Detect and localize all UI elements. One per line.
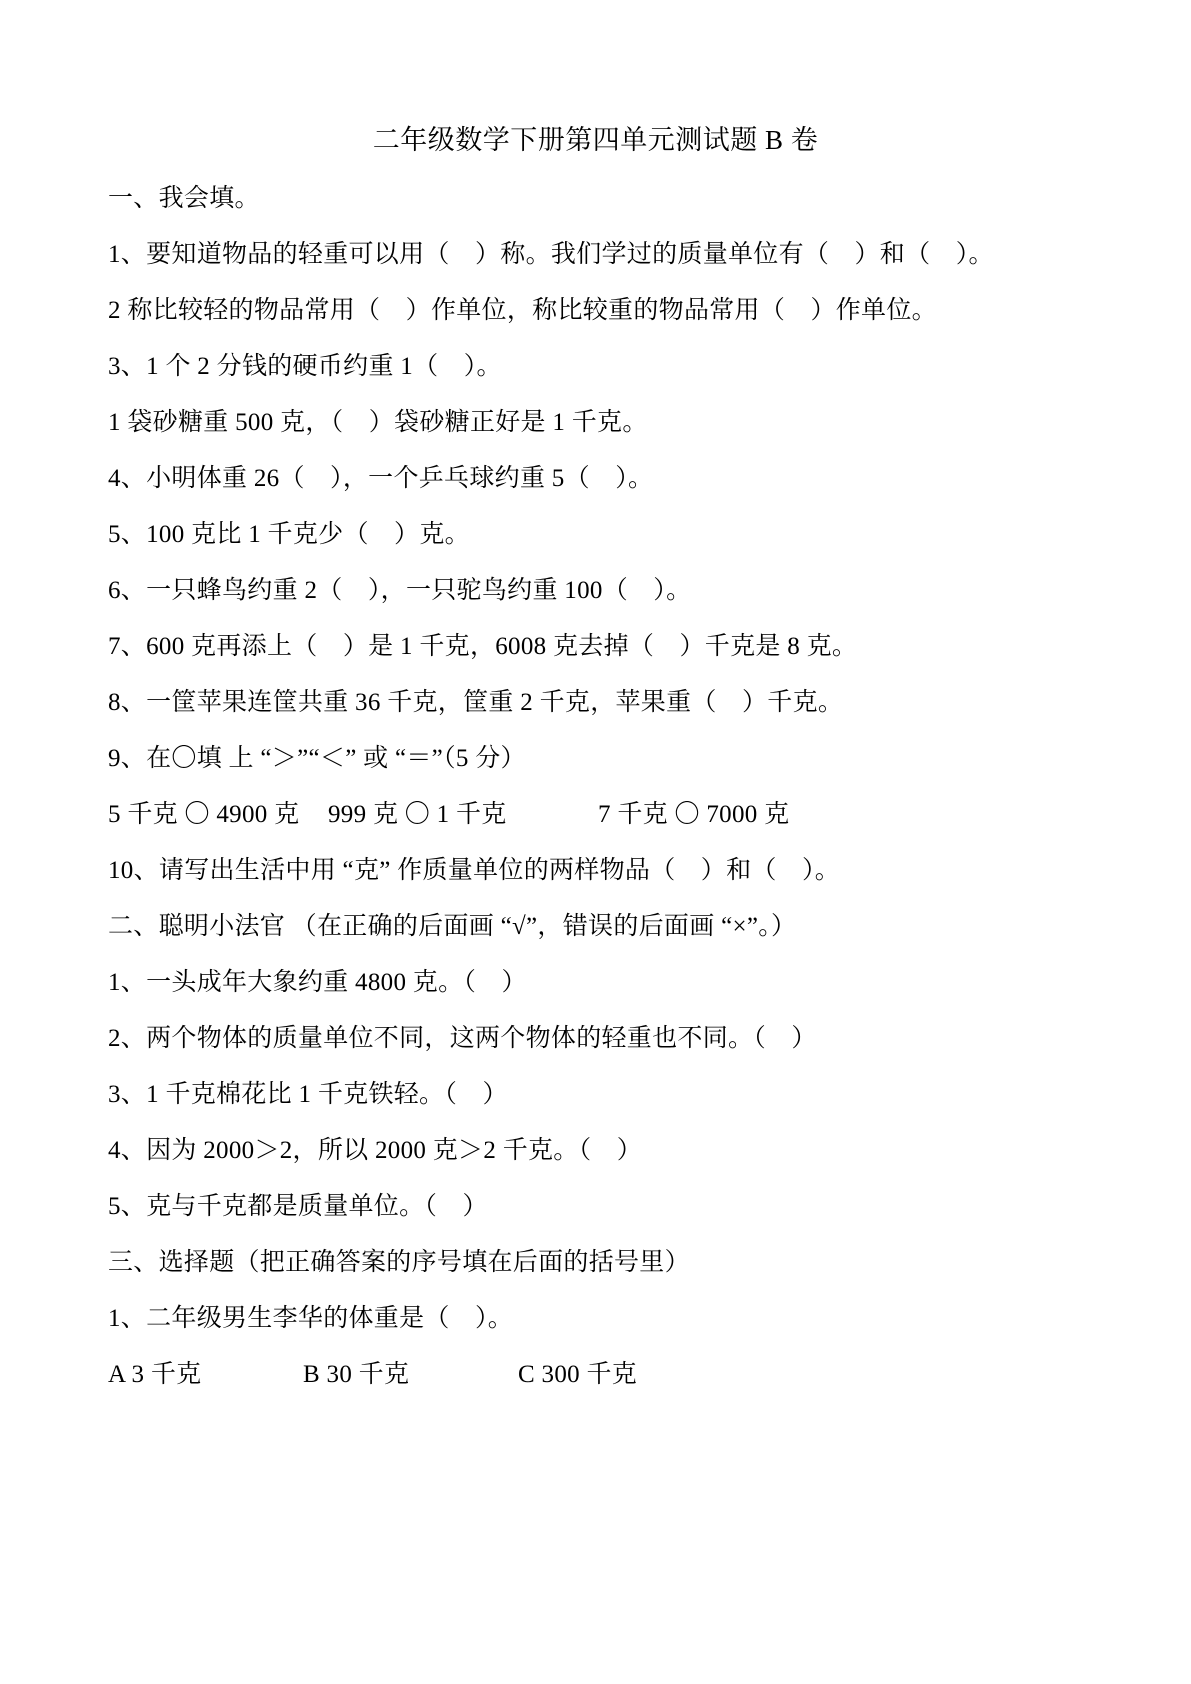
fill-in-question-3: 3、1 个 2 分钱的硬币约重 1（ ）。 bbox=[108, 353, 502, 380]
true-false-question-5: 5、克与千克都是质量单位。（ ） bbox=[108, 1193, 488, 1220]
compare-expression-1: 5 千克 〇 4900 克 bbox=[108, 801, 300, 828]
fill-in-question-7: 7、600 克再添上（ ）是 1 千克，6008 克去掉（ ）千克是 8 克。 bbox=[108, 633, 858, 660]
fill-in-question-4: 4、小明体重 26（ ），一个乒乓球约重 5（ ）。 bbox=[108, 465, 654, 492]
fill-in-question-1: 1、要知道物品的轻重可以用（ ）称。我们学过的质量单位有（ ）和（ ）。 bbox=[108, 241, 994, 268]
choice-option-b: B 30 千克 bbox=[303, 1361, 410, 1388]
choice-option-a: A 3 千克 bbox=[108, 1361, 202, 1388]
fill-in-question-8: 8、一筐苹果连筐共重 36 千克，筐重 2 千克，苹果重（ ）千克。 bbox=[108, 689, 844, 716]
multiple-choice-options-row bbox=[108, 1359, 1083, 1391]
fill-in-question-5: 5、100 克比 1 千克少（ ）克。 bbox=[108, 521, 470, 548]
fill-in-question-9: 9、在〇填 上 “＞”“＜” 或 “＝”（5 分） bbox=[108, 745, 526, 772]
true-false-question-1: 1、一头成年大象约重 4800 克。（ ） bbox=[108, 969, 527, 996]
true-false-question-2: 2、两个物体的质量单位不同，这两个物体的轻重也不同。（ ） bbox=[108, 1025, 817, 1052]
choice-option-c: C 300 千克 bbox=[518, 1361, 638, 1388]
fill-in-question-3b: 1 袋砂糖重 500 克，（ ）袋砂糖正好是 1 千克。 bbox=[108, 409, 648, 436]
compare-expressions-row bbox=[108, 799, 1083, 831]
compare-expression-3: 7 千克 〇 7000 克 bbox=[598, 801, 790, 828]
multiple-choice-question-1: 1、二年级男生李华的体重是（ ）。 bbox=[108, 1305, 514, 1332]
fill-in-question-6: 6、一只蜂鸟约重 2（ ），一只驼鸟约重 100（ ）。 bbox=[108, 577, 692, 604]
section-heading-true-false: 二、聪明小法官 （在正确的后面画 “√”，错误的后面画 “×”。） bbox=[108, 913, 797, 940]
compare-expression-2: 999 克 〇 1 千克 bbox=[328, 801, 507, 828]
fill-in-question-10: 10、请写出生活中用 “克” 作质量单位的两样物品（ ）和（ ）。 bbox=[108, 857, 841, 884]
true-false-question-4: 4、因为 2000＞2，所以 2000 克＞2 千克。（ ） bbox=[108, 1137, 643, 1164]
section-heading-fill-in: 一、我会填。 bbox=[108, 185, 260, 212]
true-false-question-3: 3、1 千克棉花比 1 千克铁轻。（ ） bbox=[108, 1081, 508, 1108]
page-title: 二年级数学下册第四单元测试题 B 卷 bbox=[372, 125, 819, 155]
section-heading-multiple-choice: 三、选择题（把正确答案的序号填在后面的括号里） bbox=[108, 1249, 690, 1276]
fill-in-question-2: 2 称比较轻的物品常用（ ）作单位，称比较重的物品常用（ ）作单位。 bbox=[108, 297, 937, 324]
